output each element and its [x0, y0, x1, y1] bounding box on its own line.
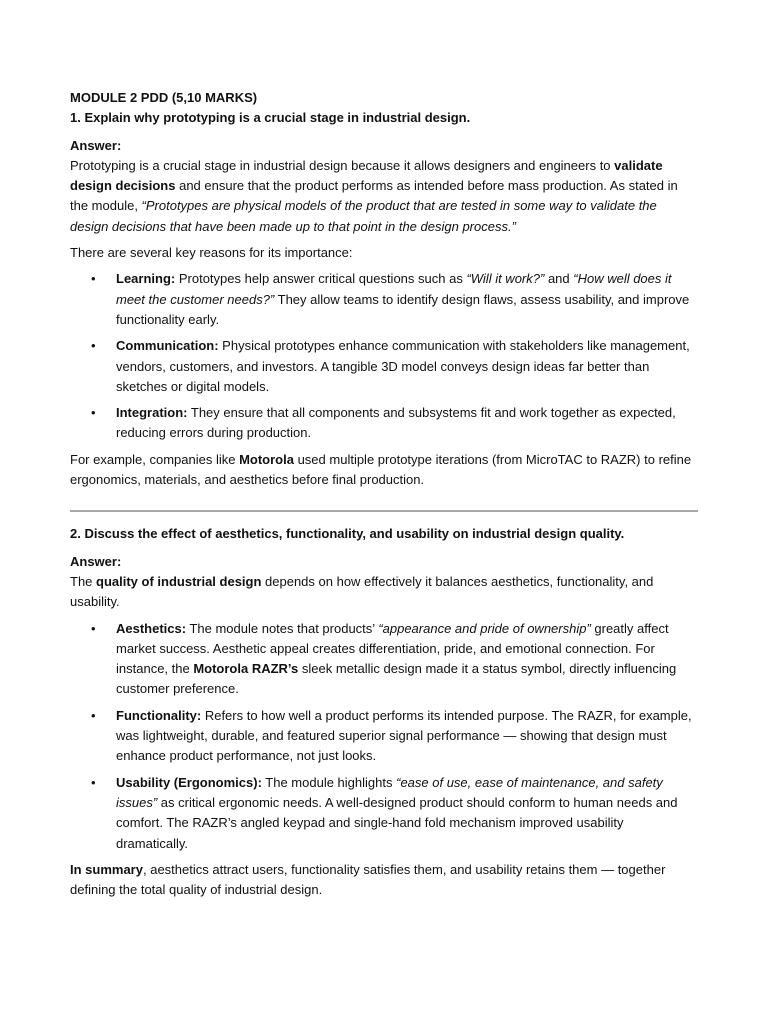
q2-bullet-list [70, 619, 698, 854]
bullet-icon: • [91, 620, 96, 636]
bullet-icon: • [91, 774, 96, 790]
module-title: MODULE 2 PDD (5,10 MARKS) [70, 90, 258, 105]
q1-bullet-list [70, 269, 698, 443]
list-item: • Functionality: Refers to how well a product performs its intended purpose. The RAZR, for example, was lightweight, durable, and featured superior signal performance — showing that design must enhance product performance, not just looks. [91, 707, 692, 764]
list-item: • Usability (Ergonomics): The module highlights “ease of use, ease of maintenance, and safety issues” as critical ergonomic needs. A well-designed product should conform to human needs and comfort. The RAZR’s angled keypad and single-hand fold mechanism improved usability dramatically. [91, 774, 678, 851]
list-item: • Integration: They ensure that all components and subsystems fit and work together as expected, reducing errors during production. [91, 405, 676, 441]
question-2: 2. Discuss the effect of aesthetics, functionality, and usability on industrial design quality. [70, 526, 625, 542]
q2-paragraph: The quality of industrial design depends on how effectively it balances aesthetics, functionality, and usability. [70, 573, 654, 610]
q1-intro: There are several key reasons for its importance: [70, 245, 353, 261]
section-divider [70, 510, 698, 512]
list-item: • Learning: Prototypes help answer critical questions such as “Will it work?” and “How well does it meet the customer needs?” They allow teams to identify design flaws, assess usability, and improve functionality early. [91, 271, 690, 327]
list-item: • Communication: Physical prototypes enhance communication with stakeholders like management, vendors, customers, and investors. A tangible 3D model conveys design ideas far better than sketches or digital models. [91, 338, 690, 394]
question-1: 1. Explain why prototyping is a crucial stage in industrial design. [70, 110, 471, 126]
answer-label-1: Answer: [70, 137, 122, 153]
answer-label-2: Answer: [70, 553, 122, 569]
bullet-icon: • [91, 405, 96, 421]
q1-example: For example, companies like Motorola used multiple prototype iterations (from MicroTAC to RAZR) to refine ergonomics, materials, and aesthetics before final production. [70, 451, 692, 488]
bullet-icon: • [91, 271, 96, 287]
list-item: • Aesthetics: The module notes that products’ “appearance and pride of ownership” greatly affect market success. Aesthetic appeal creates differentiation, pride, and emotional connection. For instance, the Motorola RAZR’s sleek metallic design made it a status symbol, directly influencing customer preference. [91, 620, 677, 697]
bullet-icon: • [91, 707, 96, 723]
q1-paragraph: Prototyping is a crucial stage in industrial design because it allows designers and engineers to validate design decisions and ensure that the product performs as intended before mass production. As stated in the module, “Prototypes are physical models of the product that are tested in some way to validate the design decisions that have been made up to that point in the design process.” [70, 157, 678, 234]
q2-summary: In summary, aesthetics attract users, functionality satisfies them, and usability retains them — together defining the total quality of industrial design. [70, 861, 666, 898]
bullet-icon: • [91, 338, 96, 354]
